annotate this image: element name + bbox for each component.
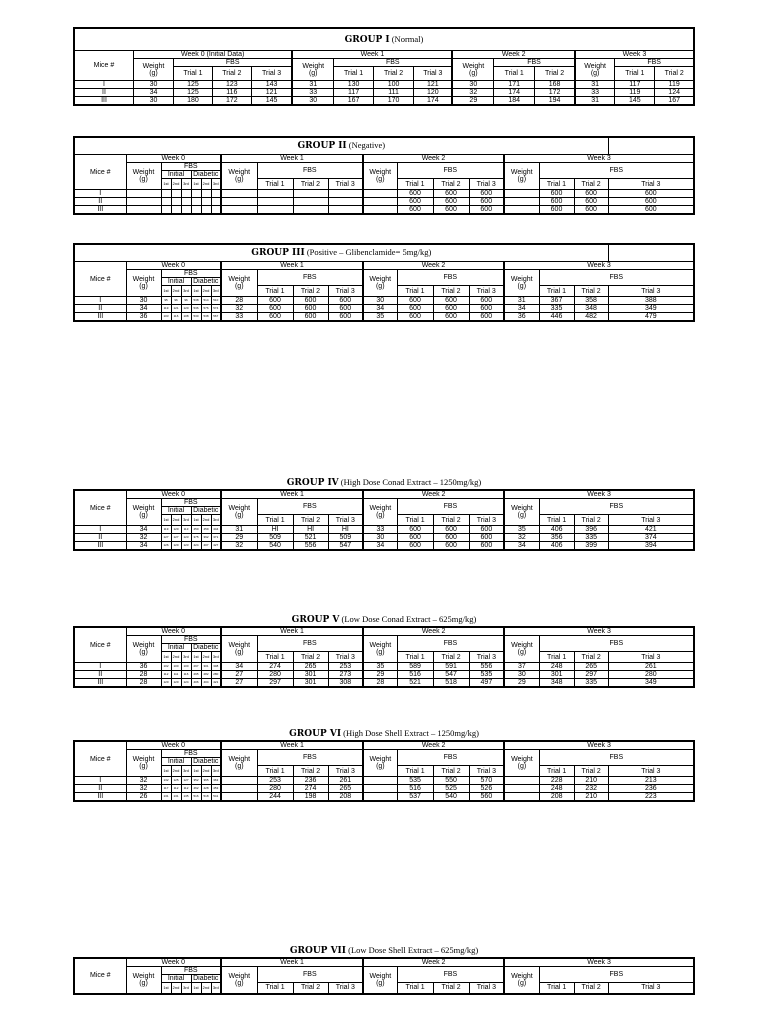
group-5-table: Mice # Week 0 Week 1 Week 2 Week 3 Weight (g) FBS Weight (g) FBS Weight (g) FBS Weight (g) FBS Initial Diabetic 1st 2nd 3rd 1st 2nd 3rd Trial 1 Trial 2 Trial 3 Trial 1 Trial 2 Trial 3 Trial 1 Trial 2 Trial 3 I 36 102 100 100 297 301 308 34 274 265 253 35 589 591 556 37 248 265 261 II 28 112 111 116 295 282 280 27 280 301 273 29 516 547 535 30 301 297 280 III 28 120 120 124 406 404 421 27 297 301 308 28 521 518 497 29 348 335 349 bbox=[73, 626, 695, 688]
table-row: I 30 125 123 143 31 130 100 121 30 171 168 31 117 119 bbox=[74, 81, 694, 89]
group-4-table: Mice # Week 0 Week 1 Week 2 Week 3 Weight (g) FBS Weight (g) FBS Weight (g) FBS Weight (g) FBS Initial Diabetic 1st 2nd 3rd 1st 2nd 3rd Trial 1 Trial 2 Trial 3 Trial 1 Trial 2 Trial 3 Trial 1 Trial 2 Trial 3 I 34 119 120 113 450 459 444 31 HI HI HI 33 600 600 600 35 406 396 421 II 32 127 127 123 375 392 371 29 509 521 509 30 600 600 600 32 356 335 374 III 34 126 120 123 424 407 427 32 540 556 547 34 600 600 600 34 406 399 394 bbox=[73, 489, 695, 551]
group-3-table: GROUP III (Positive – Glibenclamide= 5mg/kg) Mice # Week 0 Week 1 Week 2 Week 3 Weight (g) FBS Weight (g) FBS Weight (g) FBS Weight (g) FBS Initial Diabetic 1st 2nd 3rd 1st 2nd 3rd Trial 1 Trial 2 Trial 3 Trial 1 Trial 2 Trial 3 Trial 1 Trial 2 Trial 3 I 30 95 96 96 538 514 510 28 600 600 600 30 600 600 600 31 367 358 388 II 34 119 121 120 536 576 574 32 600 600 600 34 600 600 600 34 335 348 349 III 36 103 116 108 530 538 567 33 600 600 600 35 600 600 600 36 446 482 479 bbox=[73, 243, 695, 322]
table-row: I 32 132 125 127 352 365 363 253 236 261 535 550 570 228 210 213 bbox=[74, 777, 694, 785]
group-6-title: GROUP VI (High Dose Shell Extract – 1250mg/kg) bbox=[289, 728, 479, 739]
mice-header: Mice # bbox=[74, 51, 133, 81]
table-row: II 34 119 121 120 536 576 574 32 600 600 600 34 600 600 600 34 335 348 349 bbox=[74, 305, 694, 313]
table-row: III 30 180 172 145 30 167 170 174 29 184 194 31 145 167 bbox=[74, 97, 694, 106]
group-1-title: GROUP I (Normal) bbox=[74, 28, 694, 51]
group-7-title: GROUP VII (Low Dose Shell Extract – 625mg/kg) bbox=[289, 945, 479, 956]
table-row: II 34 125 116 121 33 117 111 120 32 174 172 33 119 124 bbox=[74, 89, 694, 97]
table-row: I 600 600 600 600 600 600 bbox=[74, 190, 694, 198]
table-row: III 36 103 116 108 530 538 567 33 600 600 600 35 600 600 600 36 446 482 479 bbox=[74, 313, 694, 322]
table-row: I 30 95 96 96 538 514 510 28 600 600 600 30 600 600 600 31 367 358 388 bbox=[74, 297, 694, 305]
group-7-table: Mice # Week 0 Week 1 Week 2 Week 3 Weight (g) FBS Weight (g) FBS Weight (g) FBS Weight (g) FBS Initial Diabetic 1st 2nd 3rd 1st 2nd 3rd Trial 1 Trial 2 Trial 3 Trial 1 Trial 2 Trial 3 Trial 1 Trial 2 Trial 3 bbox=[73, 957, 695, 995]
table-row: III 34 126 120 123 424 407 427 32 540 556 547 34 600 600 600 34 406 399 394 bbox=[74, 542, 694, 551]
table-row: III 28 120 120 124 406 404 421 27 297 301 308 28 521 518 497 29 348 335 349 bbox=[74, 679, 694, 688]
table-row: III 600 600 600 600 600 600 bbox=[74, 206, 694, 215]
table-row: I 36 102 100 100 297 301 308 34 274 265 253 35 589 591 556 37 248 265 261 bbox=[74, 663, 694, 671]
group-2-table: GROUP II (Negative) Mice # Week 0 Week 1 Week 2 Week 3 Weight (g) FBS Weight (g) FBS Weight (g) FBS Weight (g) FBS Initial Diabetic 1st 2nd 3rd 1st 2nd 3rd Trial 1 Trial 2 Trial 3 Trial 1 Trial 2 Trial 3 Trial 1 Trial 2 Trial 3 I 600 600 600 600 600 600 II 600 600 600 600 600 600 III 600 600 600 600 600 600 bbox=[73, 136, 695, 215]
group-1-table: GROUP I (Normal) Mice # Week 0 (Initial Data) Week 1 Week 2 Week 3 Weight (g) FBS Weight (g) FBS Weight (g) FBS Weight (g) FBS Trial 1 Trial 2 Trial 3 Trial 1 Trial 2 Trial 3 Trial 1 Trial 2 Trial 1 Trial 2 I 30 125 123 143 31 130 100 121 30 171 168 31 117 119 II 34 125 116 121 33 117 111 120 32 174 172 33 119 124 III 30 180 172 145 30 167 170 174 29 184 194 31 145 167 bbox=[73, 27, 695, 106]
table-row: I 34 119 120 113 450 459 444 31 HI HI HI 33 600 600 600 35 406 396 421 bbox=[74, 526, 694, 534]
table-row: II 28 112 111 116 295 282 280 27 280 301 273 29 516 547 535 30 301 297 280 bbox=[74, 671, 694, 679]
table-row: II 32 117 112 112 462 428 453 280 274 265 516 525 526 248 232 236 bbox=[74, 785, 694, 793]
table-row: III 26 131 131 135 516 518 541 244 198 208 537 540 560 208 210 223 bbox=[74, 793, 694, 802]
table-row: II 600 600 600 600 600 600 bbox=[74, 198, 694, 206]
group-4-title: GROUP IV (High Dose Conad Extract – 1250mg/kg) bbox=[286, 477, 482, 488]
group-6-table: Mice # Week 0 Week 1 Week 2 Week 3 Weight (g) FBS Weight (g) FBS Weight (g) FBS Weight (g) FBS Initial Diabetic 1st 2nd 3rd 1st 2nd 3rd Trial 1 Trial 2 Trial 3 Trial 1 Trial 2 Trial 3 Trial 1 Trial 2 Trial 3 I 32 132 125 127 352 365 363 253 236 261 535 550 570 228 210 213 II 32 117 112 112 462 428 453 280 274 265 516 525 526 248 232 236 III 26 131 131 135 516 518 541 244 198 208 537 540 560 208 210 223 bbox=[73, 740, 695, 802]
table-row: II 32 127 127 123 375 392 371 29 509 521 509 30 600 600 600 32 356 335 374 bbox=[74, 534, 694, 542]
group-5-title: GROUP V (Low Dose Conad Extract – 625mg/kg) bbox=[291, 614, 477, 625]
